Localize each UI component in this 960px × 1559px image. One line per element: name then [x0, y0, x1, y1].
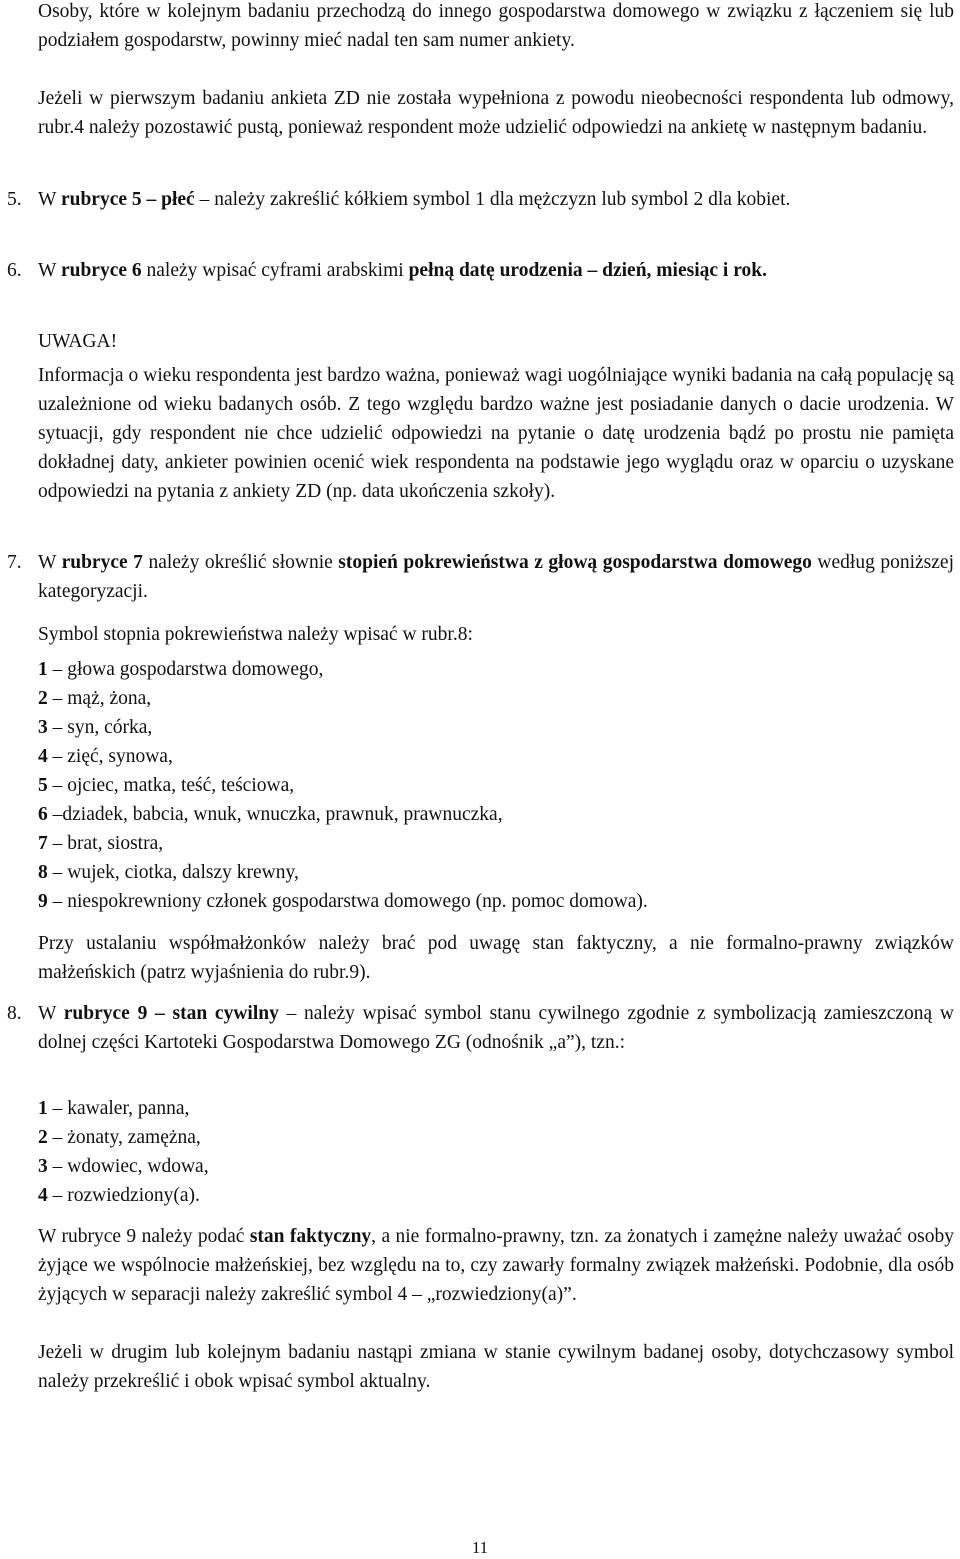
- closing-paragraph-2: Jeżeli w drugim lub kolejnym badaniu nastąpi zmiana w stanie cywilnym badanej osoby, dotychczasowy symbol należy przekreślić i obok wpisać symbol aktualny.: [38, 1342, 954, 1392]
- item-5-number: 5.: [7, 189, 22, 210]
- list-item: 5 – ojciec, matka, teść, teściowa,: [38, 775, 295, 796]
- item-6-text: W rubryce 6 należy wpisać cyframi arabskimi pełną datę urodzenia – dzień, miesiąc i rok.: [38, 260, 767, 281]
- uwaga-heading: UWAGA!: [38, 331, 118, 352]
- list-item: 7 – brat, siostra,: [38, 833, 164, 854]
- spouse-note: Przy ustalaniu współmałżonków należy brać pod uwagę stan faktyczny, a nie formalno-prawny związków małżeńskich (patrz wyjaśnienia do rubr.9).: [38, 933, 954, 983]
- item-5-text: W rubryce 5 – płeć – należy zakreślić kółkiem symbol 1 dla mężczyzn lub symbol 2 dla kobiet.: [38, 189, 791, 210]
- list-item: 4 – rozwiedziony(a).: [38, 1185, 200, 1206]
- list-item: 8 – wujek, ciotka, dalszy krewny,: [38, 862, 299, 883]
- item-6-number: 6.: [7, 260, 22, 281]
- kinship-intro: Symbol stopnia pokrewieństwa należy wpisać w rubr.8:: [38, 624, 473, 645]
- item-8-text: W rubryce 9 – stan cywilny – należy wpisać symbol stanu cywilnego zgodnie z symbolizacją zamieszczoną w dolnej części Kartoteki Gospodarstwa Domowego ZG (odnośnik „a”), tzn.:: [38, 1003, 955, 1053]
- closing-bold: stan faktyczny: [249, 1226, 372, 1247]
- list-item: 3 – wdowiec, wdowa,: [38, 1156, 209, 1177]
- list-item: 3 – syn, córka,: [38, 717, 153, 738]
- item-7-text: W rubryce 7 należy określić słownie stopień pokrewieństwa z głową gospodarstwa domowego według poniższej kategoryzacji.: [38, 552, 954, 602]
- item-6-bold-2: pełną datę urodzenia – dzień, miesiąc i rok.: [408, 260, 767, 281]
- closing-paragraph-1: W rubryce 9 należy podać stan faktyczny, a nie formalno-prawny, tzn. za żonatych i zamężne należy uważać osoby żyjące we wspólnocie małżeńskiej, bez względu na to, czy zawarły formalny związek małżeński. Podobnie, dla osób żyjących w separacji należy zakreślić symbol 4 – „rozwiedziony(a)”.: [38, 1226, 954, 1305]
- uwaga-text: Informacja o wieku respondenta jest bardzo ważna, ponieważ wagi uogólniające wyniki badania na całą populację są uzależnione od wieku badanych osób. Z tego względu bardzo ważne jest posiadanie danych o dacie urodzenia. W sytuacji, gdy respondent nie chce udzielić odpowiedzi na pytanie o datę urodzenia bądź po prostu nie pamięta dokładnej daty, ankieter powinien ocenić wiek respondenta na podstawie jego wyglądu oraz w oparciu o uzyskane odpowiedzi na pytania z ankiety ZD (np. data ukończenia szkoły).: [38, 365, 955, 502]
- list-item: 6 –dziadek, babcia, wnuk, wnuczka, prawnuk, prawnuczka,: [38, 804, 503, 825]
- list-item: 2 – mąż, żona,: [38, 688, 152, 709]
- list-item: 1 – głowa gospodarstwa domowego,: [38, 659, 324, 680]
- item-8-bold: rubryce 9 – stan cywilny: [63, 1003, 279, 1024]
- list-item: 1 – kawaler, panna,: [38, 1098, 190, 1119]
- list-item: 2 – żonaty, zamężna,: [38, 1127, 201, 1148]
- page-number: 11: [471, 1538, 489, 1557]
- item-6-bold-1: rubryce 6: [60, 260, 142, 281]
- item-7-bold-2: stopień pokrewieństwa z głową gospodarstwa domowego: [338, 552, 812, 573]
- intro-paragraph-2: Jeżeli w pierwszym badaniu ankieta ZD nie została wypełniona z powodu nieobecności respondenta lub odmowy, rubr.4 należy pozostawić pustą, ponieważ respondent może udzielić odpowiedzi na ankietę w następnym badaniu.: [38, 88, 954, 138]
- item-5-bold: rubryce 5 – płeć: [60, 189, 195, 210]
- item-7-bold-1: rubryce 7: [61, 552, 143, 573]
- intro-paragraph-1: Osoby, które w kolejnym badaniu przechodzą do innego gospodarstwa domowego w związku z łączeniem się lub podziałem gospodarstw, powinny mieć nadal ten sam numer ankiety.: [38, 1, 954, 51]
- item-8-number: 8.: [7, 1003, 22, 1024]
- list-item: 4 – zięć, synowa,: [38, 746, 173, 767]
- item-7-number: 7.: [7, 552, 22, 573]
- list-item: 9 – niespokrewniony członek gospodarstwa domowego (np. pomoc domowa).: [38, 891, 648, 912]
